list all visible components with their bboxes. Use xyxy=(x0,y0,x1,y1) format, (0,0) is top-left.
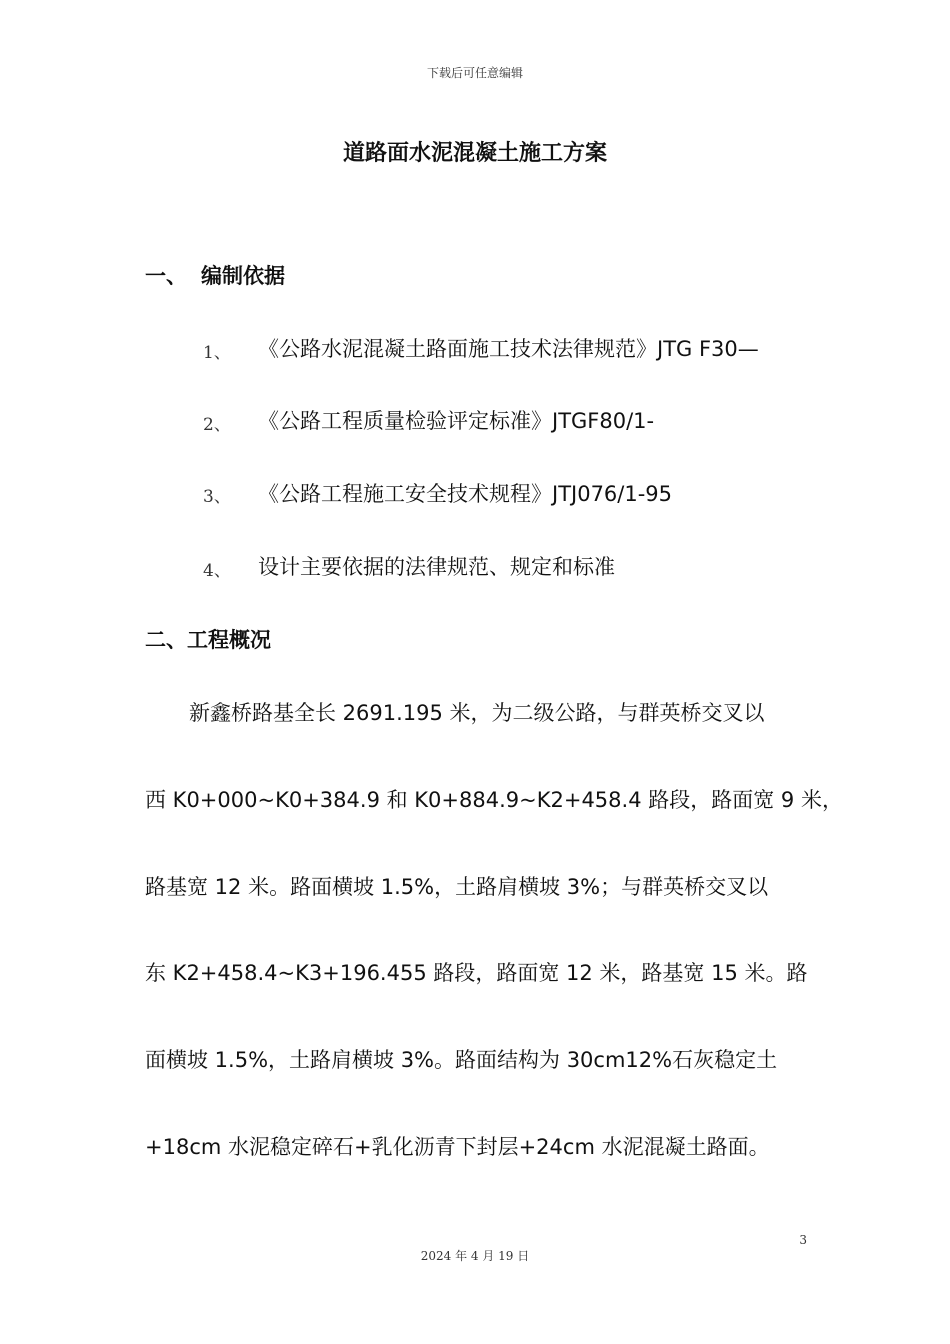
header-note: 下载后可任意编辑 xyxy=(426,66,523,80)
paragraph-line: 东 K2+458.4~K3+196.455 路段，路面宽 12 米，路基宽 15 米。路 xyxy=(145,961,808,985)
list-item-number: 2、 xyxy=(203,415,231,435)
list-item-number: 1、 xyxy=(203,343,231,363)
page-number: 3 xyxy=(799,1233,807,1247)
list-item-number: 3、 xyxy=(203,487,231,507)
list-item-text: 《公路水泥混凝土路面施工技术法律规范》JTG F30— xyxy=(258,337,759,361)
section-heading-basis xyxy=(145,260,285,290)
section-title: 编制依据 xyxy=(201,264,285,288)
paragraph-line: 西 K0+000~K0+384.9 和 K0+884.9~K2+458.4 路段，路面宽 9 米， xyxy=(145,788,843,812)
list-item-number: 4、 xyxy=(203,561,231,581)
list-item-text: 《公路工程施工安全技术规程》JTJ076/1-95 xyxy=(258,482,673,506)
list-item-text: 《公路工程质量检验评定标准》JTGF80/1- xyxy=(258,409,655,433)
paragraph-line: 新鑫桥路基全长 2691.195 米，为二级公路，与群英桥交叉以 xyxy=(189,701,765,725)
section-number: 一、 xyxy=(145,264,187,288)
document-title: 道路面水泥混凝土施工方案 xyxy=(342,141,607,166)
footer-date: 2024 年 4 月 19 日 xyxy=(420,1249,530,1263)
section-heading-overview: 二、工程概况 xyxy=(145,628,271,652)
paragraph-line: 路基宽 12 米。路面横坡 1.5%，土路肩横坡 3%；与群英桥交叉以 xyxy=(145,875,769,899)
paragraph-line: 面横坡 1.5%，土路肩横坡 3%。路面结构为 30cm12%石灰稳定土 xyxy=(145,1048,778,1072)
paragraph-line: +18cm 水泥稳定碎石+乳化沥青下封层+24cm 水泥混凝土路面。 xyxy=(145,1135,770,1159)
list-item-text: 设计主要依据的法律规范、规定和标准 xyxy=(258,555,615,579)
